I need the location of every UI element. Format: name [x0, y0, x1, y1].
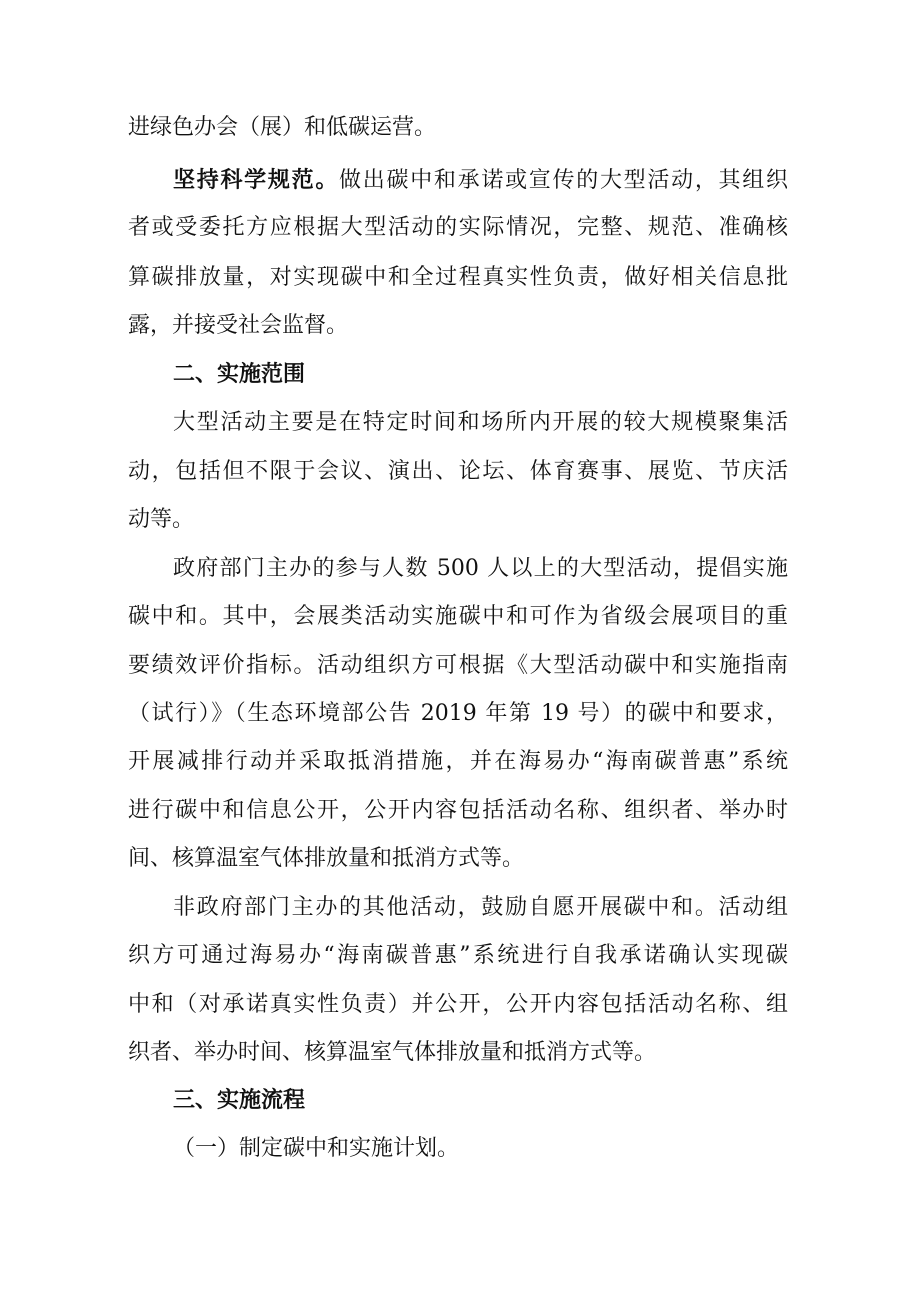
paragraph-line: 织方可通过海易办“海南碳普惠”系统进行自我承诺确认实现碳	[128, 943, 788, 968]
subsection-heading: （一）制定碳中和实施计划。	[173, 1136, 460, 1161]
paragraph-line: 碳中和。其中，会展类活动实施碳中和可作为省级会展项目的重	[128, 604, 788, 629]
section-heading: 三、实施流程	[173, 1088, 306, 1113]
paragraph-line: 进行碳中和信息公开，公开内容包括活动名称、组织者、举办时	[128, 798, 788, 823]
paragraph-line: 开展减排行动并采取抵消措施，并在海易办“海南碳普惠”系统	[128, 749, 788, 774]
paragraph-line: 动等。	[128, 507, 195, 532]
section-heading: 二、实施范围	[173, 362, 306, 387]
paragraph-line: 间、核算温室气体排放量和抵消方式等。	[128, 846, 525, 871]
paragraph-line: 动，包括但不限于会议、演出、论坛、体育赛事、展览、节庆活	[128, 459, 788, 484]
paragraph-line: （试行）》（生态环境部公告 2019 年第 19 号）的碳中和要求，	[128, 701, 788, 726]
paragraph-line: 露，并接受社会监督。	[128, 313, 349, 338]
paragraph-text: 做出碳中和承诺或宣传的大型活动，其组织	[339, 168, 788, 193]
paragraph-line	[173, 166, 788, 196]
paragraph-line: 政府部门主办的参与人数 500 人以上的大型活动，提倡实施	[173, 556, 788, 581]
paragraph-line: 非政府部门主办的其他活动，鼓励自愿开展碳中和。活动组	[173, 895, 788, 920]
paragraph-line: 中和（对承诺真实性负责）并公开，公开内容包括活动名称、组	[128, 992, 788, 1017]
paragraph-line: 者或受委托方应根据大型活动的实际情况，完整、规范、准确核	[128, 215, 788, 240]
paragraph-line: 织者、举办时间、核算温室气体排放量和抵消方式等。	[128, 1040, 657, 1065]
paragraph-line: 大型活动主要是在特定时间和场所内开展的较大规模聚集活	[173, 410, 788, 435]
bold-lead: 坚持科学规范。	[173, 168, 340, 193]
paragraph-line: 要绩效评价指标。活动组织方可根据《大型活动碳中和实施指南	[128, 653, 788, 678]
paragraph-line: 进绿色办会（展）和低碳运营。	[128, 115, 437, 140]
paragraph-line: 算碳排放量，对实现碳中和全过程真实性负责，做好相关信息批	[128, 265, 788, 290]
